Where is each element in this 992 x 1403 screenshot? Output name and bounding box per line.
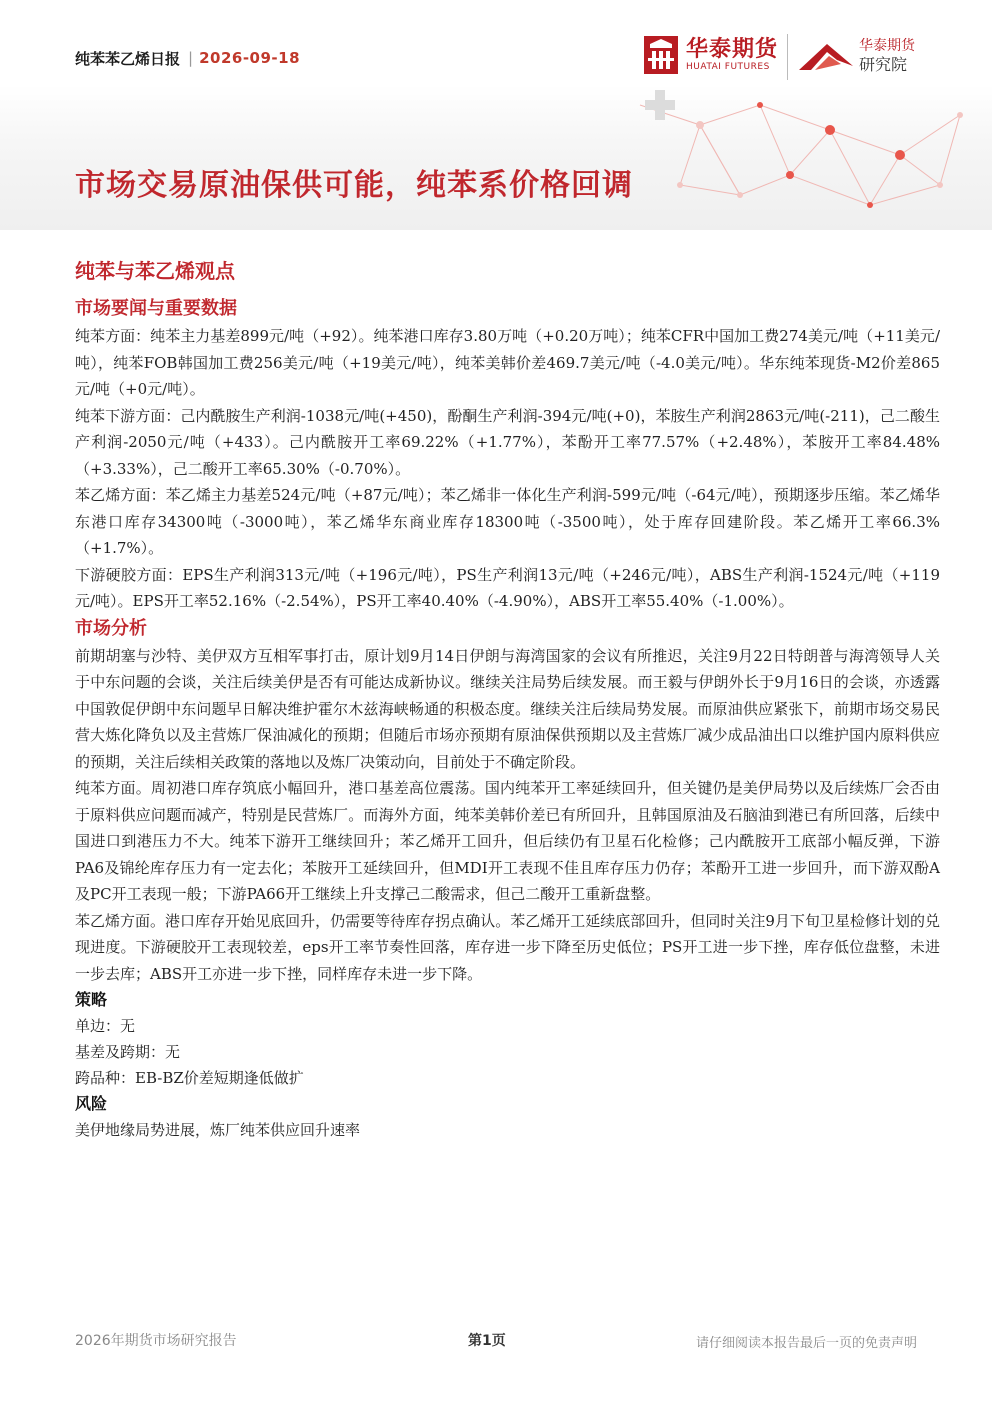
risk-title: 风险 — [75, 1094, 108, 1113]
research-name-line1: 华泰期货 — [859, 38, 915, 54]
risk-text: 美伊地缘局势进展，炼厂纯苯供应回升速率 — [75, 1121, 361, 1139]
company-name-cn: 华泰期货 — [686, 37, 779, 62]
report-name: 纯苯苯乙烯日报 — [75, 49, 181, 68]
network-graphic — [0, 85, 992, 230]
title-banner — [0, 85, 992, 230]
footer-report-type: 2026年期货市场研究报告 — [75, 1333, 237, 1349]
news-paragraph: 苯乙烯方面：苯乙烯主力基差524元/吨（+87元/吨）；苯乙烯非一体化生产利润-599元/吨（-64元/吨），预期逐步压缩。苯乙烯华东港口库存34300吨（-3000吨），苯乙烯华东商业库存18300吨（-3500吨），处于库存回建阶段。苯乙烯开工率66.3%（+1.7%）。 — [75, 486, 940, 557]
news-paragraph: 下游硬胶方面：EPS生产利润313元/吨（+196元/吨），PS生产利润13元/吨（+246元/吨），ABS生产利润-1524元/吨（+119元/吨）。EPS开工率52.16%（-2.54%），PS开工率40.40%（-4.90%），ABS开工率55.40%（-1.00%）。 — [75, 565, 940, 610]
page-footer — [75, 1330, 917, 1356]
section-title: 纯苯与苯乙烯观点 — [75, 259, 235, 283]
company-name-en: HUATAI FUTURES — [686, 62, 770, 72]
report-header — [75, 44, 300, 72]
news-paragraph: 纯苯下游方面：己内酰胺生产利润-1038元/吨(+450)，酚酮生产利润-394元/吨(+0)，苯胺生产利润2863元/吨(-211)，己二酸生产利润-2050元/吨（+433）。己内酰胺开工率69.22%（+1.77%），苯酚开工率77.57%（+2.48%），苯胺开工率84.48%（+3.33%），己二酸开工率65.30%（-0.70%）。 — [75, 406, 940, 478]
analysis-paragraph: 前期胡塞与沙特、美伊双方互相军事打击，原计划9月14日伊朗与海湾国家的会议有所推迟，关注9月22日特朗普与海湾领导人关于中东问题的会谈，关注后续美伊是否有可能达成新协议。继续关注局势后续发展。而王毅与伊朗外长于9月16日的会谈，亦透露中国敦促伊朗中东问题早日解决维护霍尔木兹海峡畅通的积极态度。继续关注后续局势发展。而原油供应紧张下，前期市场交易民营大炼化降负以及主营炼厂保油减化的预期；但随后市场亦预期有原油保供预期以及主营炼厂减少成品油出口以维护国内原料供应的预期，关注后续相关政策的落地以及炼厂决策动向，目前处于不确定阶段。 — [75, 646, 940, 771]
news-paragraph: 纯苯方面：纯苯主力基差899元/吨（+92）。纯苯港口库存3.80万吨（+0.20万吨）；纯苯CFR中国加工费274美元/吨（+11美元/吨），纯苯FOB韩国加工费256美元/吨（+19美元/吨），纯苯美韩价差469.7美元/吨（-4.0美元/吨）。华东纯苯现货-M2价差865元/吨（+0元/吨）。 — [75, 327, 940, 398]
analysis-paragraph: 苯乙烯方面。港口库存开始见底回升，仍需要等待库存拐点确认。苯乙烯开工延续底部回升，但同时关注9月下旬卫星检修计划的兑现进度。下游硬胶开工表现较差，eps开工率节奏性回落，库存进一步下降至历史低位；PS开工进一步下挫，库存低位盘整，未进一步去库；ABS开工亦进一步下挫，同样库存未进一步下降。 — [75, 911, 940, 983]
report-body — [75, 255, 940, 1143]
huatai-logo-icon — [644, 36, 678, 74]
research-institute-logo — [797, 36, 915, 76]
strategy-item: 跨品种：EB-BZ价差短期逢低做扩 — [75, 1069, 304, 1087]
header-separator: | — [188, 49, 194, 67]
disclaimer-note: 请仔细阅读本报告最后一页的免责声明 — [695, 1336, 917, 1351]
huatai-logo — [644, 36, 778, 74]
report-date: 2026-09-18 — [199, 49, 301, 67]
analysis-paragraph: 纯苯方面。周初港口库存筑底小幅回升，港口基差高位震荡。国内纯苯开工率延续回升，但关键仍是美伊局势以及后续炼厂会否由于原料供应问题而减产，特别是民营炼厂。而海外方面，纯苯美韩价差已有所回升，且韩国原油及石脑油到港已有所回落，后续中国进口到港压力不大。纯苯下游开工继续回升；苯乙烯开工回升，但后续仍有卫星石化检修；己内酰胺开工底部小幅反弹，下游PA6及锦纶库存压力有一定去化；苯胺开工延续回升，但MDI开工表现不佳且库存压力仍存；苯酚开工进一步回升，而下游双酚A及PC开工表现一般；下游PA66开工继续上升支撑己二酸需求，但己二酸开工重新盘整。 — [75, 779, 940, 903]
strategy-title: 策略 — [75, 990, 108, 1009]
strategy-item: 单边：无 — [75, 1017, 136, 1035]
analysis-title: 市场分析 — [75, 617, 147, 639]
research-logo-icon — [797, 36, 855, 76]
news-title: 市场要闻与重要数据 — [75, 298, 237, 319]
page-number: 第1页 — [468, 1333, 506, 1349]
main-title: 市场交易原油保供可能，纯苯系价格回调 — [75, 168, 633, 203]
logo-divider — [787, 34, 788, 80]
research-name-line2: 研究院 — [859, 55, 908, 74]
strategy-item: 基差及跨期：无 — [75, 1043, 181, 1061]
